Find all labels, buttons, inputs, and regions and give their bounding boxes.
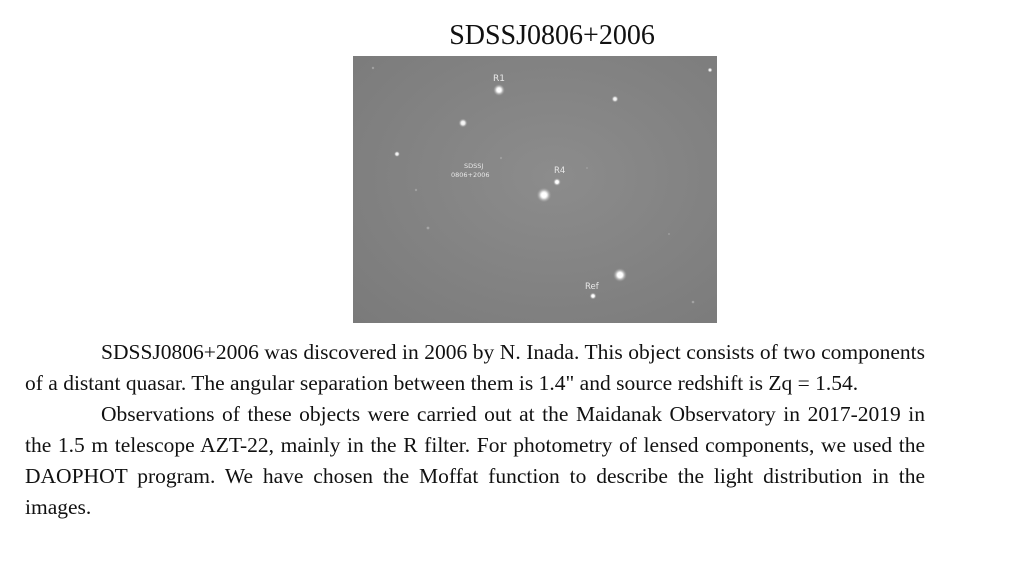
faint-star xyxy=(668,233,670,235)
faint-star xyxy=(415,189,417,191)
r1-star-core xyxy=(497,88,501,92)
r4-label: R4 xyxy=(554,166,566,176)
r1-label: R1 xyxy=(493,74,505,84)
quasar-star-core xyxy=(541,192,547,198)
paragraph-discovery: SDSSJ0806+2006 was discovered in 2006 by N. Inada. This object consists of two components of a distant quasar. The angular separation between them is 1.4" and source redshift is Zq = 1.54. xyxy=(25,340,925,395)
faint-star xyxy=(692,301,695,304)
faint-star xyxy=(708,68,713,73)
ref-label: Ref xyxy=(585,282,599,292)
r4-star-core xyxy=(555,180,558,183)
faint-star xyxy=(372,67,374,69)
faint-star xyxy=(500,157,502,159)
page-title: SDSSJ0806+2006 xyxy=(449,20,655,51)
quasar-label-line1: SDSSJ xyxy=(464,162,484,170)
faint-star xyxy=(586,167,588,169)
star xyxy=(612,96,619,103)
star-field-svg xyxy=(353,56,717,323)
bright-star-core xyxy=(617,272,623,278)
description-text xyxy=(25,337,925,523)
quasar-label-line2: 0806+2006 xyxy=(451,171,490,179)
paragraph-observations: Observations of these objects were carried out at the Maidanak Observatory in 2017-2019 in the 1.5 m telescope AZT-22, mainly in the R filter. For photometry of lensed components, we used the DAOPHOT program. We have chosen the Moffat function to describe the light distribution in the images. xyxy=(25,402,925,519)
star xyxy=(394,151,400,157)
faint-star xyxy=(427,227,430,230)
star xyxy=(459,119,468,128)
ref-star-core xyxy=(592,295,595,298)
star-field-image xyxy=(353,56,717,323)
